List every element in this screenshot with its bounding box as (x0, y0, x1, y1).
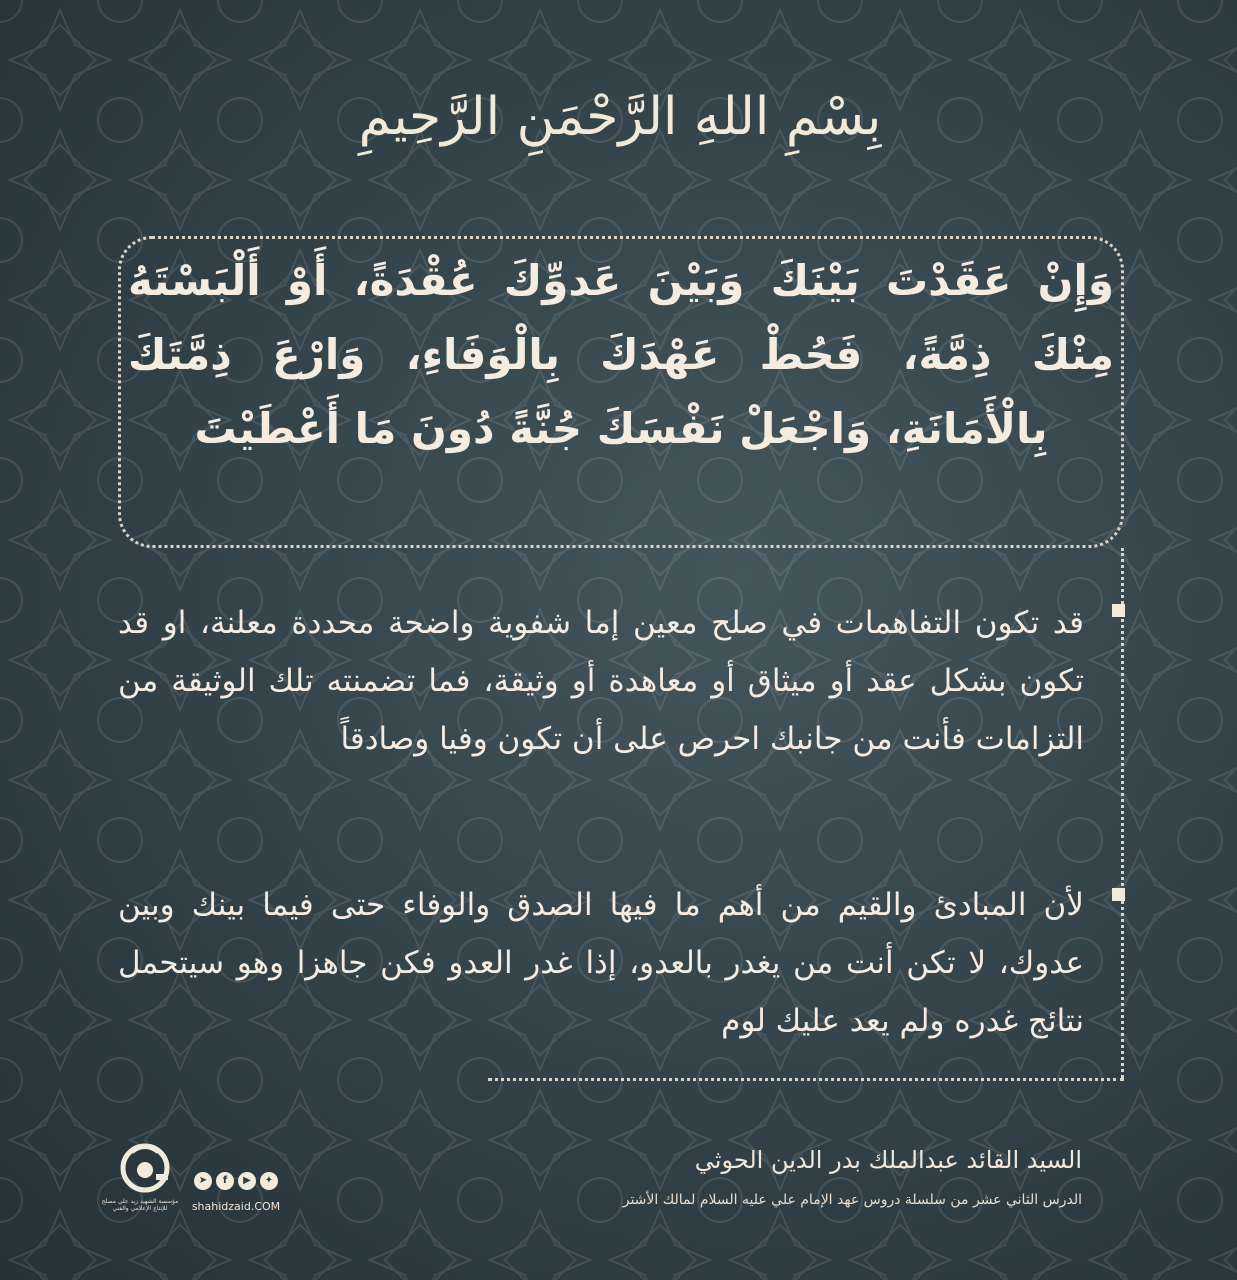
dotted-divider-vertical (1121, 548, 1124, 1078)
foundation-logo-icon (118, 1138, 172, 1198)
paragraph-1: قد تكون التفاهمات في صلح معين إما شفوية واضحة محددة معلنة، او قد تكون بشكل عقد أو ميثاق أو معاهدة أو وثيقة، فما تضمنته تلك الوثيقة من التزامات فأنت من جانبك احرص على أن تكون وفيا وصادقاً (118, 605, 1084, 757)
paragraph-2: لأن المبادئ والقيم من أهم ما فيها الصدق والوفاء حتى فيما بينك وبين عدوك، لا تكن أنت من يغدر بالعدو، إذا غدر العدو فكن جاهزا وهو سيتحمل نتائج غدره ولم يعد عليك لوم (118, 887, 1084, 1039)
facebook-icon[interactable]: f (216, 1172, 234, 1190)
basmala-heading: بِسْمِ اللهِ الرَّحْمَنِ الرَّحِيمِ (358, 87, 882, 147)
social-icons (194, 1172, 280, 1192)
dotted-divider-horizontal (488, 1078, 1124, 1081)
series-caption: الدرس الثاني عشر من سلسلة دروس عهد الإمام علي عليه السلام لمالك الأشتر (622, 1192, 1082, 1208)
youtube-icon[interactable]: ▶ (238, 1172, 256, 1190)
author-name: السيد القائد عبدالملك بدر الدين الحوثي (694, 1146, 1082, 1174)
twitter-icon[interactable]: ✦ (260, 1172, 278, 1190)
quote-text: وَإِنْ عَقَدْتَ بَيْنَكَ وَبَيْنَ عَدوِّكَ عُقْدَةً، أَوْ أَلْبَسْتَهُ مِنْكَ ذِمَّةً، فَحُطْ عَهْدَكَ بِالْوَفَاءِ، وَارْعَ ذِمَّتَكَ بِالْأَمَانَةِ، وَاجْعَلْ نَفْسَكَ جُنَّةً دُونَ مَا أَعْطَيْتَ (128, 256, 1114, 453)
website-link[interactable]: shahidzaid.COM (191, 1200, 281, 1213)
logo-caption: مؤسسة الشهيد زيد علي مصلح للإنتاج الإعلامي والفني (101, 1198, 179, 1212)
bullet-square-icon (1112, 888, 1125, 901)
telegram-icon[interactable]: ➤ (194, 1172, 212, 1190)
bullet-square-icon (1112, 604, 1125, 617)
